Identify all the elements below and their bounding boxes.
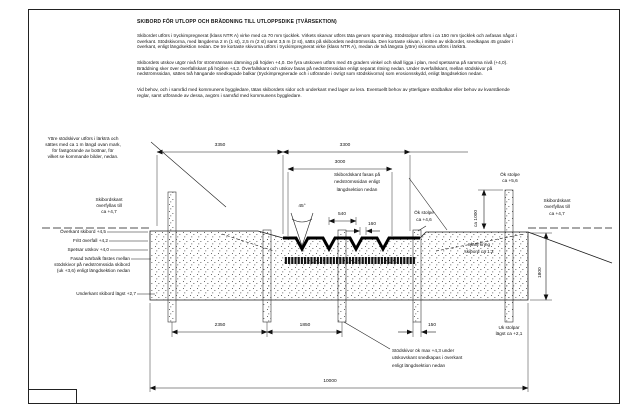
note-line: utskovskant snedkapas i överkant xyxy=(392,355,463,361)
dim-notch-spacing: 540 xyxy=(337,212,346,217)
post-outer-right xyxy=(505,190,513,322)
note-line: vilket se kommande bilder, nedan. xyxy=(47,154,119,159)
note-chamfer xyxy=(303,171,411,193)
post-outer-left xyxy=(168,192,176,322)
note-line: Skibordskant xyxy=(543,198,571,203)
dim-top-right: 3300 xyxy=(339,143,351,148)
note-line: längdsektion nedan xyxy=(336,186,378,192)
spec-paragraph-1: Skibordet utförs i tryckimpregnerat (klass NTR A) virke med ca 70 mm tjocklek. Virkets skarvar utförs täta genom spontning. Stödstolpar utförs i ca 150 mm tjocklek och avfasas något i överkant. Stödskivorna, med längderna 2 m (1 st), 2,5 m (2 st) samt 3,5 m (2 st), sätts på skibordets nedströmssida. Den kortaste skivan, i mitten av skibordet, snedkapas 45 grader i överkant, enligt längdsektion nedan. De tre kortaste skivorna utförs i tryckimpregnerat virke (klass NTR A), medan de två längsta (yttre) skivorna utförs i lärkträ. xyxy=(137,33,517,50)
label-post-bottom-level xyxy=(486,325,532,338)
outer-slope-line xyxy=(528,232,612,263)
top-dimensions xyxy=(157,152,468,236)
note-overfill-right xyxy=(534,198,580,217)
note-line: nedströmssidan enligt xyxy=(334,179,380,185)
note-slope xyxy=(448,241,510,256)
dim-bottom-1: 2350 xyxy=(214,323,226,328)
dim-overall: 10000 xyxy=(323,379,337,384)
note-line: Uk stolpar xyxy=(498,325,520,330)
note-line: Stödskivor ök max +4,3 under xyxy=(392,348,455,353)
note-line: skibord ca 1:2 xyxy=(464,249,494,255)
note-line: ca +4,7 xyxy=(101,209,117,214)
dim-inner: 3000 xyxy=(334,160,346,165)
dim-post-height: ca 1000 xyxy=(474,209,479,227)
label-free-overfall-level: Fritt överfall +4,2 xyxy=(72,238,108,243)
note-support-boards xyxy=(392,347,462,369)
note-line: Fasad tvärbalk fästes mellan xyxy=(70,256,130,261)
note-line: (uk +3,6) enligt längdsektion nedan xyxy=(56,268,130,274)
post-mid-3 xyxy=(413,230,421,322)
note-line: Ök stolpe xyxy=(500,172,520,177)
note-line: ca +5,6 xyxy=(502,178,518,184)
note-line: sättes med ca 1 m längd ovan mark, xyxy=(45,142,121,147)
note-line: för fastgörande av bottnar, för xyxy=(52,148,114,153)
spec-paragraph-2: Skibordets utskov utgör nivå för strömrännans dämning på höjden +4,0. De fyra utskoven utförs med 45 graders vinkel och skall ligga i plan, med spetsarna på samma nivå (+4,0). Bräddning sker över överfallskant på höjden +4,2. Överfallskant och utskov fasas på nedströmssidan enligt separat ritning nedan. Under överfallskant, mellan stödskivor på nedströmssidan, sättes två hängande snedkapade balkar (tryckimpregnerade och i utförande i övrigt som stödskivorna) som erosionsskydd, enligt längdsektion nedan. xyxy=(137,60,508,77)
note-line: överfyllas till xyxy=(96,203,122,208)
note-outer-boards xyxy=(22,136,144,160)
dim-bank-height: 1800 xyxy=(538,267,543,278)
note-line: stödskivor på nedströmssida skibord xyxy=(54,262,130,268)
note-line: Skibordskant fasas på xyxy=(333,172,381,177)
note-line: enligt längdsektion nedan xyxy=(392,362,446,368)
dim-notch-width: 160 xyxy=(368,222,377,227)
label-mid-post-top xyxy=(404,209,444,223)
note-line: ca +4,7 xyxy=(549,210,565,216)
note-line: ca +4,6 xyxy=(416,217,432,222)
note-line: överfyllas till xyxy=(544,204,570,210)
post-mid-1 xyxy=(263,230,271,322)
drawing-title: SKIBORD FÖR UTLOPP OCH BRÄDDNING TILL UTLOPPSDIKE (TVÄRSEKTION) xyxy=(137,19,337,25)
label-crest-level: Överkant skibord +4,5 xyxy=(60,229,106,234)
note-overfill-left xyxy=(86,197,132,215)
note-line: lägst ca +2,1 xyxy=(495,331,523,337)
note-line: Slänt kring xyxy=(467,242,491,247)
dim-bottom-2: 1850 xyxy=(299,323,311,328)
label-notch-tip-level: Spetsar utskov +4,0 xyxy=(67,247,109,252)
spec-paragraph-3: Vid behov, och i samråd med kommunens byggledare, tätas skibordets sidor och underkant med lager av lera. Eventuellt behov av ytterligare stödbalkar eller behov av kvarstående reglar, samt utförande av dessa, avgörs i samråd med kommunens byggledare. xyxy=(137,87,510,98)
note-line: Yttre stödskivor utförs i lärkträ och xyxy=(47,136,119,141)
dim-notch-angle: 45° xyxy=(298,204,306,209)
label-right-post-top xyxy=(491,172,529,185)
label-underside-level: Underkant skibord lägst +2,7 xyxy=(76,291,136,296)
note-cross-beam xyxy=(22,256,130,275)
cross-beam-hidden xyxy=(284,257,416,264)
post-mid-2 xyxy=(338,230,346,322)
dim-post-width: 150 xyxy=(428,323,437,328)
post-height-dimension xyxy=(478,190,503,229)
title-block-stub xyxy=(29,390,77,404)
note-line: Skibordskant xyxy=(95,197,123,202)
note-line: Ök stolpe xyxy=(414,210,434,215)
dim-top-left: 3350 xyxy=(214,143,226,148)
